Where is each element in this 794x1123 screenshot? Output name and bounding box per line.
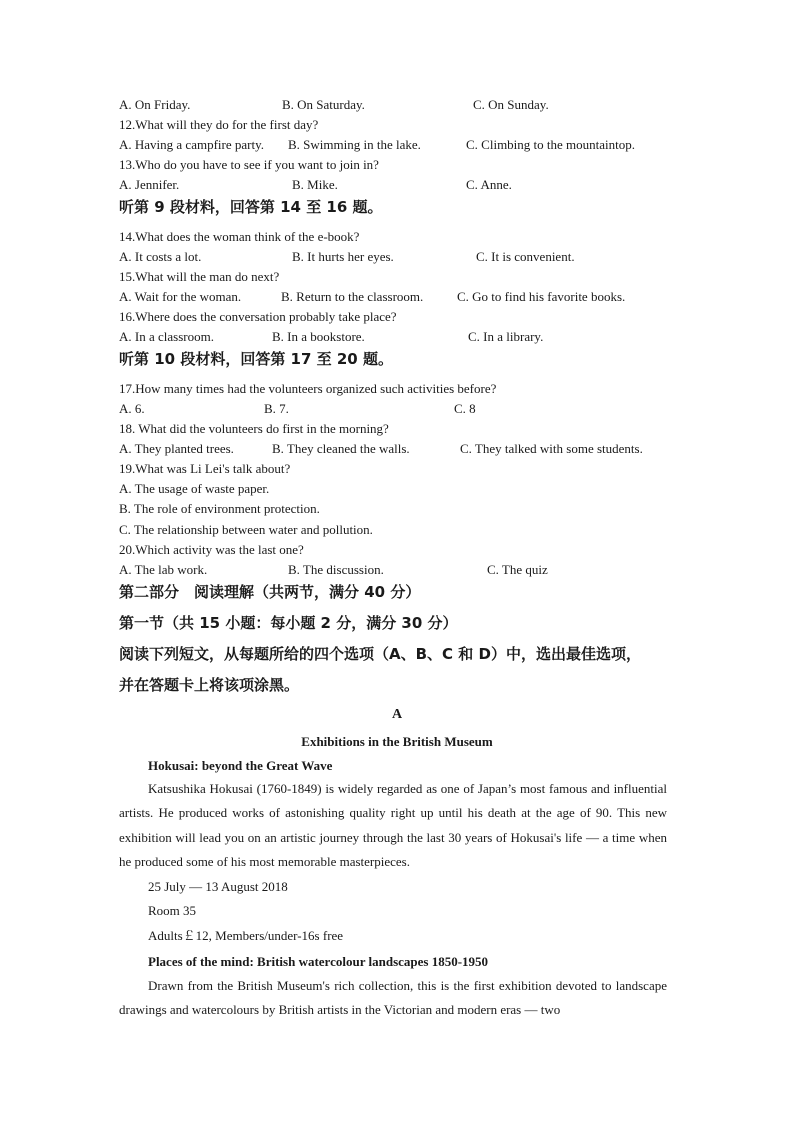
q14-question: 14.What does the woman think of the e-book? (119, 229, 360, 244)
passage-title: Exhibitions in the British Museum (301, 734, 493, 749)
q19-option-b: B. The role of environment protection. (119, 501, 320, 516)
q11-option-a: A. On Friday. (119, 97, 191, 112)
exhibition1-title: Hokusai: beyond the Great Wave (148, 758, 333, 773)
q18-option-c: C. They talked with some students. (460, 441, 643, 456)
exhibition2-body: Drawn from the British Museum's rich collection, this is the first exhibition devoted to landscape drawings and watercolours by British artists in the Victorian and modern eras — two (119, 978, 667, 1018)
q17-option-b: B. 7. (264, 401, 289, 416)
exhibition1-price: Adults￡12, Members/under-16s free (148, 928, 344, 943)
q20-option-b: B. The discussion. (288, 562, 384, 577)
q11-option-b: B. On Saturday. (282, 97, 365, 112)
q17-option-c: C. 8 (454, 401, 476, 416)
part2-heading: 第二部分 阅读理解（共两节，满分 40 分） (119, 583, 421, 601)
q20-question: 20.Which activity was the last one? (119, 542, 304, 557)
exhibition1-body: Katsushika Hokusai (1760-1849) is widely regarded as one of Japan’s most famous and influential artists. He produced works of astonishing quality right up until his death at the age of 90. This new exhibition will lead you on an artistic journey through the last 30 years of Hokusai's life — a time when he produced some of his most memorable masterpieces. (119, 781, 667, 869)
q17-question: 17.How many times had the volunteers organized such activities before? (119, 381, 497, 396)
section9-heading: 听第 9 段材料，回答第 14 至 16 题。 (119, 198, 383, 216)
q16-question: 16.Where does the conversation probably take place? (119, 309, 397, 324)
exhibition1-date: 25 July — 13 August 2018 (148, 879, 288, 894)
q12-question: 12.What will they do for the first day? (119, 117, 319, 132)
q18-option-a: A. They planted trees. (119, 441, 234, 456)
q16-option-a: A. In a classroom. (119, 329, 214, 344)
section10-heading: 听第 10 段材料，回答第 17 至 20 题。 (119, 350, 393, 368)
exhibition2-title: Places of the mind: British watercolour landscapes 1850-1950 (148, 954, 489, 969)
instructions-line-2: 并在答题卡上将该项涂黑。 (119, 676, 300, 694)
q14-option-c: C. It is convenient. (476, 249, 575, 264)
passage-letter: A (391, 707, 403, 722)
q15-option-a: A. Wait for the woman. (119, 289, 242, 304)
q15-question: 15.What will the man do next? (119, 269, 280, 284)
exhibition1-room: Room 35 (148, 903, 197, 918)
q13-option-b: B. Mike. (292, 177, 338, 192)
q13-option-c: C. Anne. (466, 177, 512, 192)
q17-option-a: A. 6. (119, 401, 145, 416)
q20-option-c: C. The quiz (487, 562, 548, 577)
q14-option-a: A. It costs a lot. (119, 249, 202, 264)
q16-option-c: C. In a library. (468, 329, 544, 344)
q19-option-a: A. The usage of waste paper. (119, 481, 270, 496)
q16-option-b: B. In a bookstore. (272, 329, 365, 344)
instructions-line-1: 阅读下列短文，从每题所给的四个选项（A、B、C 和 D）中，选出最佳选项， (119, 645, 641, 663)
q18-question: 18. What did the volunteers do first in the morning? (119, 421, 389, 436)
q12-option-c: C. Climbing to the mountaintop. (466, 137, 635, 152)
q13-question: 13.Who do you have to see if you want to join in? (119, 157, 379, 172)
section1-heading: 第一节（共 15 小题：每小题 2 分，满分 30 分） (119, 614, 458, 632)
q14-option-b: B. It hurts her eyes. (292, 249, 394, 264)
q18-option-b: B. They cleaned the walls. (272, 441, 410, 456)
q13-option-a: A. Jennifer. (119, 177, 180, 192)
q20-option-a: A. The lab work. (119, 562, 208, 577)
q12-option-a: A. Having a campfire party. (119, 137, 264, 152)
q15-option-b: B. Return to the classroom. (281, 289, 424, 304)
q15-option-c: C. Go to find his favorite books. (457, 289, 626, 304)
q12-option-b: B. Swimming in the lake. (288, 137, 421, 152)
q19-question: 19.What was Li Lei's talk about? (119, 461, 291, 476)
q19-option-c: C. The relationship between water and pollution. (119, 522, 373, 537)
q11-option-c: C. On Sunday. (473, 97, 549, 112)
